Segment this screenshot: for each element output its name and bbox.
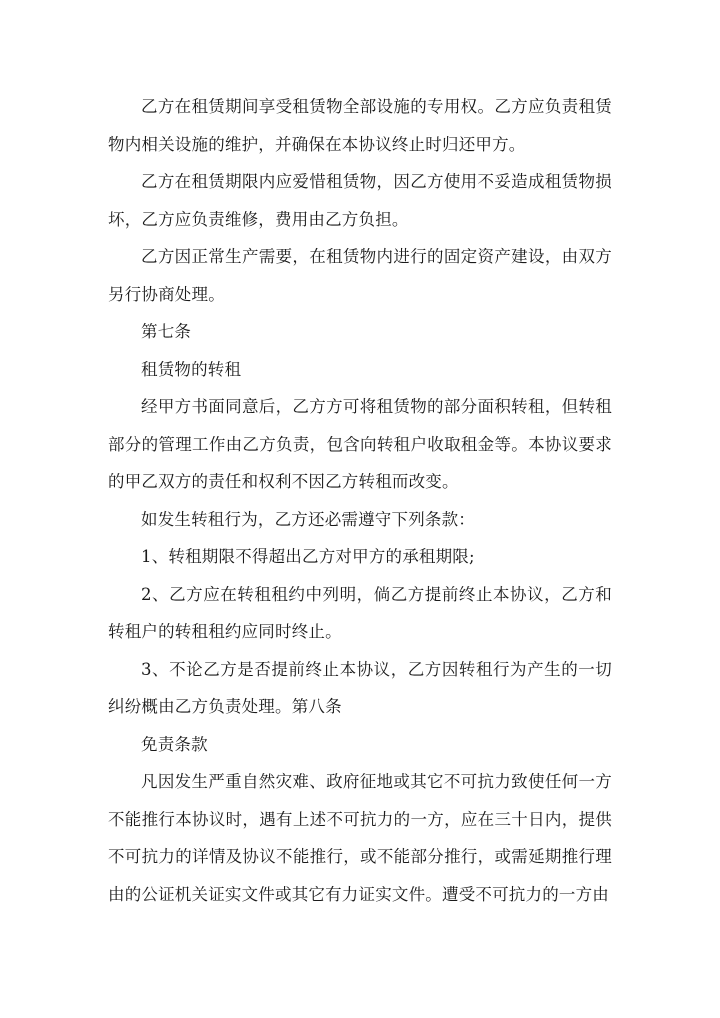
paragraph-sublease-consent: 经甲方书面同意后，乙方方可将租赁物的部分面积转租，但转租部分的管理工作由乙方负责，包含向转租户收取租金等。本协议要求的甲乙双方的责任和权利不因乙方转租而改变。: [108, 397, 612, 491]
article-7-title: 租赁物的转租: [141, 359, 242, 379]
sublease-term-3: 3、不论乙方是否提前终止本协议，乙方因转租行为产生的一切纠纷概由乙方负责处理。第八条: [108, 659, 612, 716]
paragraph-fixed-asset-construction: 乙方因正常生产需要，在租赁物内进行的固定资产建设，由双方另行协商处理。: [108, 247, 612, 304]
sublease-term-2: 2、乙方应在转租租约中列明，倘乙方提前终止本协议，乙方和转租户的转租租约应同时终止。: [108, 584, 612, 641]
paragraph-force-majeure: 凡因发生严重自然灾难、政府征地或其它不可抗力致使任何一方不能推行本协议时，遇有上述不可抗力的一方，应在三十日内，提供不可抗力的详情及协议不能推行，或不能部分推行，或需延期推行理由的公证机关证实文件或其它有力证实文件。遭受不可抗力的一方由: [108, 772, 612, 904]
paragraph-sublease-terms-intro: 如发生转租行为，乙方还必需遵守下列条款：: [141, 509, 475, 529]
sublease-term-1: 1、转租期限不得超出乙方对甲方的承租期限;: [141, 547, 475, 566]
paragraph-damage-repair: 乙方在租赁期限内应爱惜租赁物，因乙方使用不妥造成租赁物损坏，乙方应负责维修，费用由乙方负担。: [108, 172, 612, 229]
document-body: [108, 88, 612, 913]
article-8-title: 免责条款: [141, 734, 208, 754]
paragraph-sole-use-right: 乙方在租赁期间享受租赁物全部设施的专用权。乙方应负责租赁物内相关设施的维护，并确保在本协议终止时归还甲方。: [108, 97, 612, 154]
article-7-heading: 第七条: [141, 322, 192, 341]
